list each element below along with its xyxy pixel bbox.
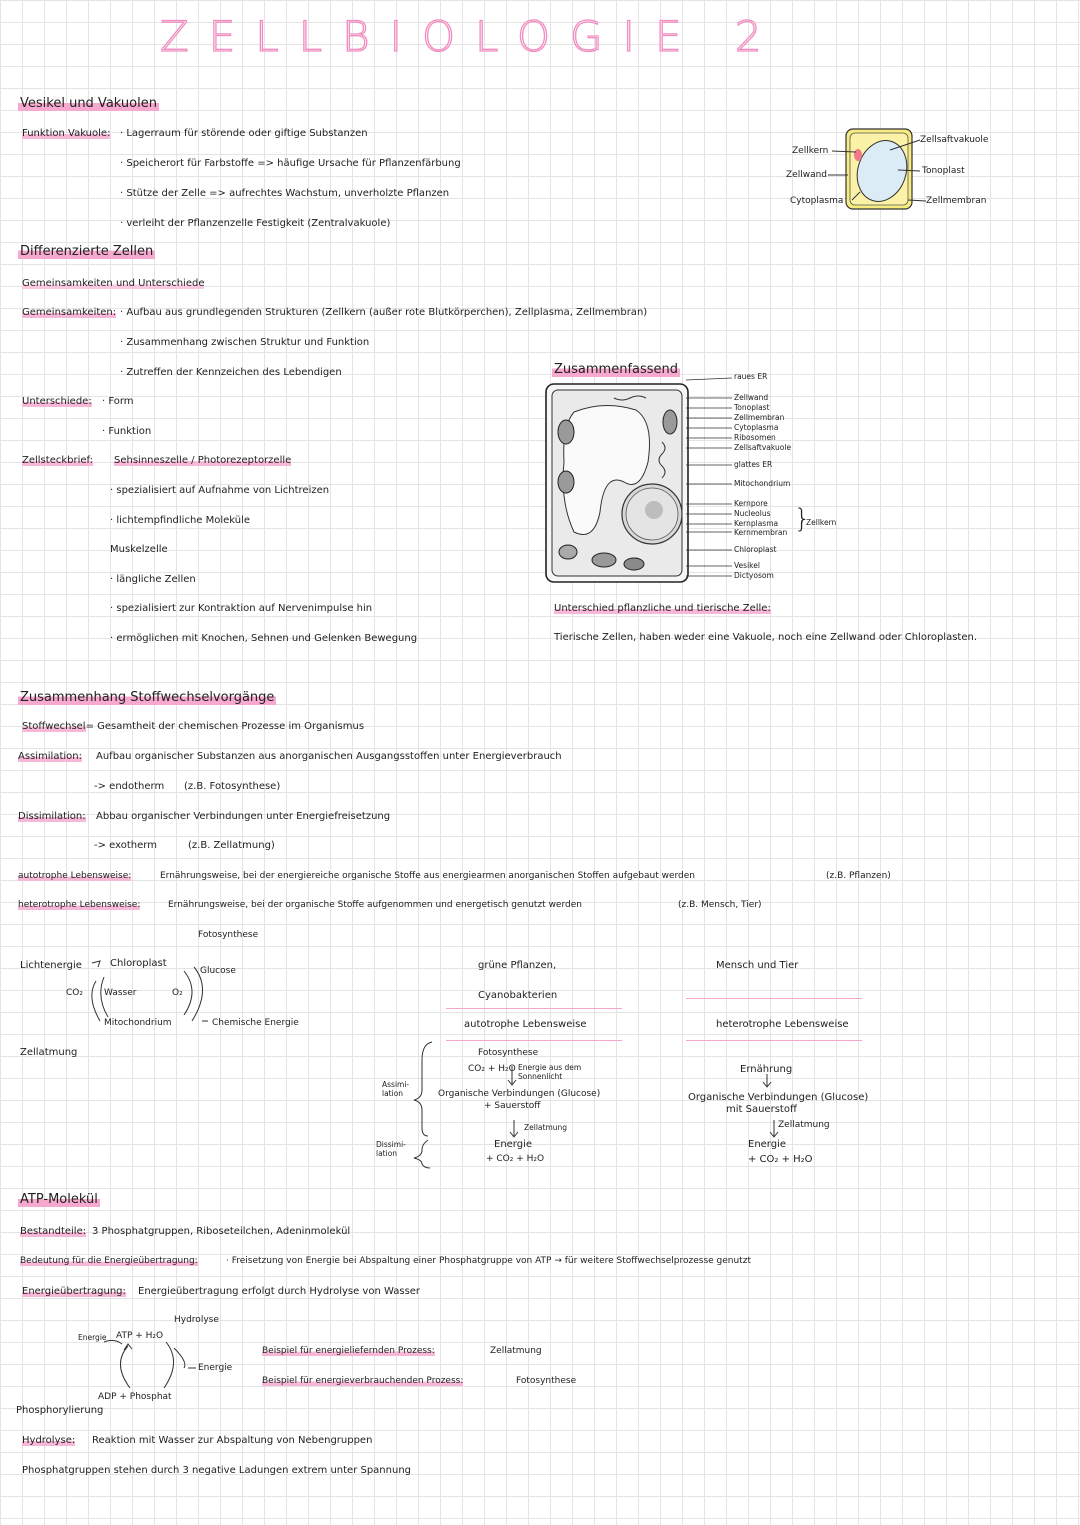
dissim-example: (z.B. Zellatmung) xyxy=(188,840,275,851)
hydro-label: Hydrolyse: xyxy=(22,1435,76,1446)
label-tonoplast: Tonoplast xyxy=(734,403,770,412)
heading-stoffwechsel: Zusammenhang Stoffwechselvorgänge xyxy=(20,690,275,705)
cell-muskelzelle: Muskelzelle xyxy=(110,544,168,555)
col1-divider xyxy=(446,1008,622,1009)
vakuole-item: · Stütze der Zelle => aufrechtes Wachstum, unverholzte Pflanzen xyxy=(120,188,450,199)
label-tonoplast: Tonoplast xyxy=(922,166,965,176)
vakuole-item: · Lagerraum für störende oder giftige Substanzen xyxy=(120,128,368,139)
gemeinsamkeit-item: · Zutreffen der Kennzeichen des Lebendigen xyxy=(120,367,342,378)
vakuole-diagram-lines xyxy=(780,130,940,210)
label-mitochondrium: Mitochondrium xyxy=(734,479,791,488)
label-glattes-er: glattes ER xyxy=(734,460,773,469)
cell-item: · lichtempfindliche Moleküle xyxy=(110,515,251,526)
cycle-lichtenergie: Lichtenergie xyxy=(20,960,82,971)
c1-fotosynthese: Fotosynthese xyxy=(478,1048,539,1058)
label-unterschiede: Unterschiede: xyxy=(22,396,92,407)
atp-spannung: Phosphatgruppen stehen durch 3 negative Ladungen extrem unter Spannung xyxy=(22,1465,412,1476)
label-zellmembran: Zellmembran xyxy=(734,413,785,422)
dissim-label: Dissimilation: xyxy=(18,811,86,822)
cycle-mitochondrium: Mitochondrium xyxy=(104,1018,172,1028)
col1-top2: Cyanobakterien xyxy=(478,990,558,1001)
label-zellwand: Zellwand xyxy=(734,393,769,402)
label-zellkern: Zellkern xyxy=(806,518,837,527)
cell-item: · ermöglichen mit Knochen, Sehnen und Gelenken Bewegung xyxy=(110,633,418,644)
c1-products: + CO₂ + H₂O xyxy=(486,1154,545,1164)
label-cytoplasma: Cytoplasma xyxy=(734,423,779,432)
cycle-o2: O₂ xyxy=(172,988,183,998)
c2-ernaehrung: Ernährung xyxy=(740,1064,793,1075)
bsp1-text: Zellatmung xyxy=(490,1346,542,1356)
assim-side: Assimi- lation xyxy=(382,1080,410,1098)
label-kernmembran: Kernmembran xyxy=(734,528,788,537)
label-gemeinsamkeiten: Gemeinsamkeiten: xyxy=(22,307,117,318)
label-chloroplast: Chloroplast xyxy=(734,545,777,554)
assim-arrow: -> endotherm xyxy=(94,781,165,792)
cycle-chem-energie: Chemische Energie xyxy=(212,1018,299,1028)
c1-sauer: + Sauerstoff xyxy=(484,1101,541,1111)
label-kernplasma: Kernplasma xyxy=(734,519,779,528)
hydro-text: Reaktion mit Wasser zur Abspaltung von Nebengruppen xyxy=(92,1435,373,1446)
plant-cell-leader-lines xyxy=(686,370,736,580)
page-title: ZELLBIOLOGIE 2 xyxy=(160,12,782,61)
bedeutung-label: Bedeutung für die Energieübertragung: xyxy=(20,1256,198,1266)
atp-energie-out: Energie xyxy=(198,1363,233,1373)
cycle-wasser: Wasser xyxy=(104,988,137,998)
stoffwechsel-def xyxy=(22,721,364,732)
hetero-text: Ernährungsweise, bei der organische Stoffe aufgenommen und energetisch genutzt werden xyxy=(168,900,582,910)
dissim-arrow: -> exotherm xyxy=(94,840,157,851)
subheading-gemeinsamkeiten: Gemeinsamkeiten und Unterschiede xyxy=(22,278,205,289)
assim-dissim-braces xyxy=(408,1040,438,1170)
heading-differenzierte-zellen: Differenzierte Zellen xyxy=(20,244,154,259)
label-cytoplasma: Cytoplasma xyxy=(790,196,844,206)
atp-energie-in: Energie xyxy=(78,1333,107,1342)
cell-sehsinneszelle: Sehsinneszelle / Photorezeptorzelle xyxy=(114,455,292,466)
c2-energie: Energie xyxy=(748,1139,787,1150)
uebertragung-label: Energieübertragung: xyxy=(22,1286,126,1297)
bedeutung-text: · Freisetzung von Energie bei Abspaltung einer Phosphatgruppe von ATP → für weitere Stoffwechselprozesse genutzt xyxy=(226,1256,751,1266)
label-zellkern: Zellkern xyxy=(792,146,829,156)
bestand-text: 3 Phosphatgruppen, Riboseteilchen, Adeninmolekül xyxy=(92,1226,351,1237)
cycle-glucose: Glucose xyxy=(200,966,236,976)
unterschied-item: · Form xyxy=(102,396,134,407)
gemeinsamkeit-item: · Aufbau aus grundlegenden Strukturen (Zellkern (außer rote Blutkörperchen), Zellplasma, Zellmembran) xyxy=(120,307,648,318)
label-zellsaftvakuole: Zellsaftvakuole xyxy=(734,443,792,452)
atp-hydrolyse: Hydrolyse xyxy=(174,1315,219,1325)
label-ribosomen: Ribosomen xyxy=(734,433,776,442)
compare-arrows xyxy=(500,1060,800,1142)
c1-org: Organische Verbindungen (Glucose) xyxy=(438,1089,601,1099)
c2-products: + CO₂ + H₂O xyxy=(748,1154,813,1165)
col2-divider xyxy=(686,1040,862,1041)
uebertragung-text: Energieübertragung erfolgt durch Hydrolyse von Wasser xyxy=(138,1286,421,1297)
atp-adp: ADP + Phosphat xyxy=(98,1392,172,1402)
cycle-chloroplast: Chloroplast xyxy=(110,958,167,969)
auto-text: Ernährungsweise, bei der energiereiche organische Stoffe aus energiearmen anorganischen Stoffen aufgebaut werden xyxy=(160,871,695,881)
col1-top1: grüne Pflanzen, xyxy=(478,960,557,971)
label-zellsteckbrief: Zellsteckbrief: xyxy=(22,455,94,466)
bsp1-label: Beispiel für energieliefernden Prozess: xyxy=(262,1346,435,1356)
c1-note: Energie aus dem Sonnenlicht xyxy=(518,1063,582,1081)
vakuole-item: · verleiht der Pflanzenzelle Festigkeit (Zentralvakuole) xyxy=(120,218,391,229)
c2-org: Organische Verbindungen (Glucose) xyxy=(688,1092,869,1103)
vakuole-item: · Speicherort für Farbstoffe => häufige Ursache für Pflanzenfärbung xyxy=(120,158,461,169)
unterschied-heading: Unterschied pflanzliche und tierische Zelle: xyxy=(554,603,771,614)
cell-item: · spezialisiert auf Aufnahme von Lichtreizen xyxy=(110,485,330,496)
bsp2-label: Beispiel für energieverbrauchenden Prozess: xyxy=(262,1376,464,1386)
heading-zusammenfassend: Zusammenfassend xyxy=(554,362,679,377)
c1-reactants: CO₂ + H₂O xyxy=(468,1064,516,1074)
label-kernpore: Kernpore xyxy=(734,499,768,508)
c1-energie: Energie xyxy=(494,1139,533,1150)
bestand-label: Bestandteile: xyxy=(20,1226,87,1237)
dissim-text: Abbau organischer Verbindungen unter Energiefreisetzung xyxy=(96,811,391,822)
label-zellwand: Zellwand xyxy=(786,170,827,180)
bsp2-text: Fotosynthese xyxy=(516,1376,577,1386)
dissim-side: Dissimi- lation xyxy=(376,1140,406,1158)
label-raues-er: raues ER xyxy=(734,372,768,381)
plant-cell-diagram xyxy=(544,382,690,584)
atp-phosphorylierung: Phosphorylierung xyxy=(16,1405,104,1416)
auto-example: (z.B. Pflanzen) xyxy=(826,871,891,881)
cycle-fotosynthese: Fotosynthese xyxy=(198,930,259,940)
unterschied-text: Tierische Zellen, haben weder eine Vakuole, noch eine Zellwand oder Chloroplasten. xyxy=(554,632,978,643)
cycle-co2: CO₂ xyxy=(66,988,83,998)
atp-atp-h2o: ATP + H₂O xyxy=(116,1331,164,1341)
col2-top: Mensch und Tier xyxy=(716,960,799,971)
col2-title: heterotrophe Lebensweise xyxy=(716,1019,849,1030)
hetero-label: heterotrophe Lebensweise: xyxy=(18,900,141,910)
auto-label: autotrophe Lebensweise: xyxy=(18,871,132,881)
cycle-zellatmung: Zellatmung xyxy=(20,1047,78,1058)
label-nucleolus: Nucleolus xyxy=(734,509,771,518)
gemeinsamkeit-item: · Zusammenhang zwischen Struktur und Funktion xyxy=(120,337,370,348)
label-funktion-vakuole: Funktion Vakuole: xyxy=(22,128,111,139)
c2-sauer: mit Sauerstoff xyxy=(726,1104,797,1115)
unterschied-item: · Funktion xyxy=(102,426,152,437)
assim-example: (z.B. Fotosynthese) xyxy=(184,781,281,792)
cell-item: · längliche Zellen xyxy=(110,574,196,585)
assim-text: Aufbau organischer Substanzen aus anorganischen Ausgangsstoffen unter Energieverbrauch xyxy=(96,751,562,762)
col2-divider xyxy=(686,998,862,999)
label-zellsaftvakuole: Zellsaftvakuole xyxy=(920,135,989,145)
c2-zellatmung: Zellatmung xyxy=(778,1120,830,1130)
zellkern-brace: } xyxy=(794,504,811,534)
cell-item: · spezialisiert zur Kontraktion auf Nervenimpulse hin xyxy=(110,603,373,614)
label-zellmembran: Zellmembran xyxy=(926,196,987,206)
label-dictyosom: Dictyosom xyxy=(734,571,774,580)
atp-cycle-arrows xyxy=(84,1338,204,1398)
cycle-arrows xyxy=(84,955,224,1035)
heading-atp: ATP-Molekül xyxy=(20,1192,98,1207)
col1-title: autotrophe Lebensweise xyxy=(464,1019,587,1030)
c1-zellatmung: Zellatmung xyxy=(524,1123,568,1132)
col1-divider xyxy=(446,1040,622,1041)
stoffwechsel-text: = Gesamtheit der chemischen Prozesse im Organismus xyxy=(85,721,365,732)
assim-label: Assimilation: xyxy=(18,751,82,762)
label-vesikel: Vesikel xyxy=(734,561,760,570)
heading-vesikel: Vesikel und Vakuolen xyxy=(20,96,157,111)
stoffwechsel-label: Stoffwechsel xyxy=(22,721,86,732)
hetero-example: (z.B. Mensch, Tier) xyxy=(678,900,762,910)
